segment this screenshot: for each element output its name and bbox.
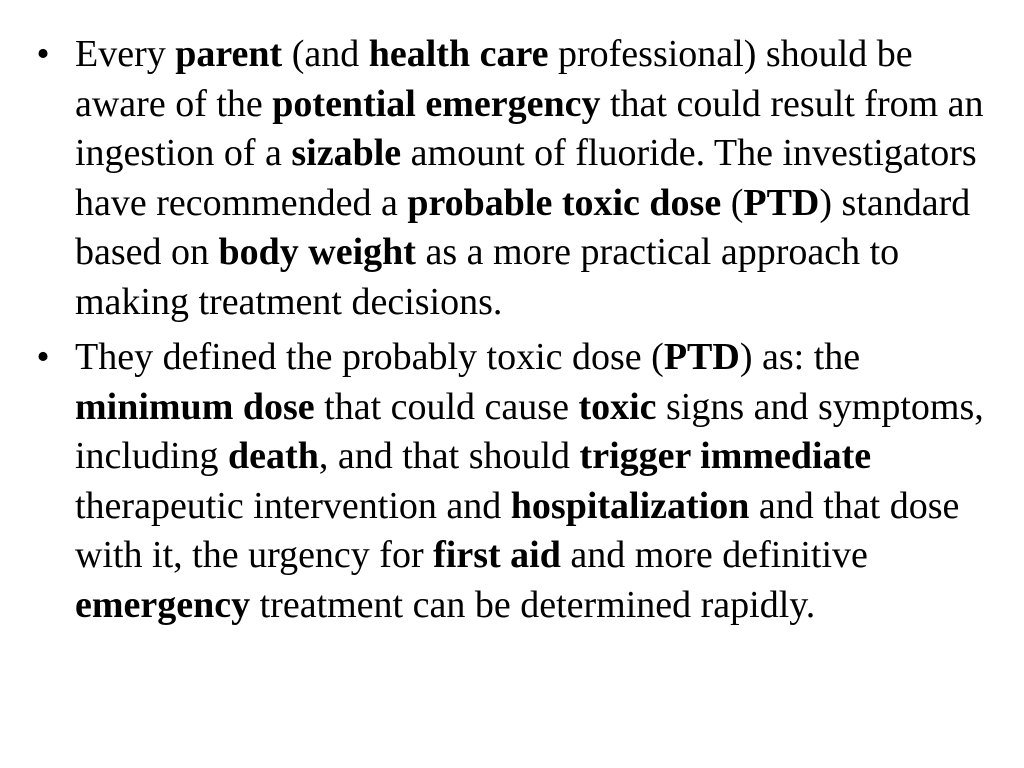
- text-run: professional) should be aware of the: [75, 33, 913, 125]
- text-run: ) standard based on: [75, 181, 971, 273]
- text-run: that could cause: [314, 385, 579, 428]
- text-run: therapeutic intervention and: [75, 484, 511, 527]
- bullet-dot-icon: •: [36, 33, 50, 75]
- bullet-item-ptd-definition: [28, 333, 988, 630]
- bullet-list: [28, 30, 988, 636]
- bullet-text: [75, 33, 984, 323]
- text-run-bold: PTD: [663, 336, 740, 378]
- text-run-bold: emergency: [75, 583, 251, 626]
- text-run-bold: parent: [175, 33, 283, 75]
- text-run: ) as: the: [739, 336, 861, 378]
- bullet-item-parent-awareness: [28, 30, 988, 327]
- text-run: (and: [282, 33, 369, 75]
- text-run: as a more practical approach to making treatment decisions.: [75, 231, 900, 323]
- text-run-bold: sizable: [291, 132, 402, 174]
- text-run: They defined the probably toxic dose (: [75, 336, 664, 378]
- bullet-dot-icon: •: [36, 336, 50, 378]
- text-run: amount of fluoride. The investigators have recommended a: [75, 132, 977, 224]
- text-run-bold: PTD: [743, 181, 820, 224]
- text-run-bold: death: [228, 435, 319, 477]
- text-run-bold: minimum dose: [75, 385, 315, 428]
- text-run-bold: hospitalization: [510, 484, 750, 527]
- text-run-bold: probable toxic dose: [407, 181, 722, 224]
- text-run: signs and symptoms, including: [75, 385, 984, 477]
- text-run-bold: first aid: [433, 534, 561, 576]
- text-run-bold: health care: [368, 33, 549, 75]
- text-run: Every: [75, 33, 176, 75]
- text-run: and more definitive: [560, 534, 868, 576]
- text-run-bold: body weight: [218, 231, 416, 273]
- bullet-text: [75, 336, 984, 626]
- text-run: and that dose with it, the urgency for: [75, 484, 960, 576]
- text-run-bold: toxic: [578, 385, 657, 428]
- text-run: that could result from an ingestion of a: [75, 82, 984, 174]
- text-run: treatment can be determined rapidly.: [250, 583, 816, 626]
- text-run-bold: potential emergency: [272, 82, 601, 125]
- text-run: (: [721, 181, 744, 224]
- text-run-bold: trigger immediate: [579, 435, 872, 477]
- text-run: , and that should: [318, 435, 580, 477]
